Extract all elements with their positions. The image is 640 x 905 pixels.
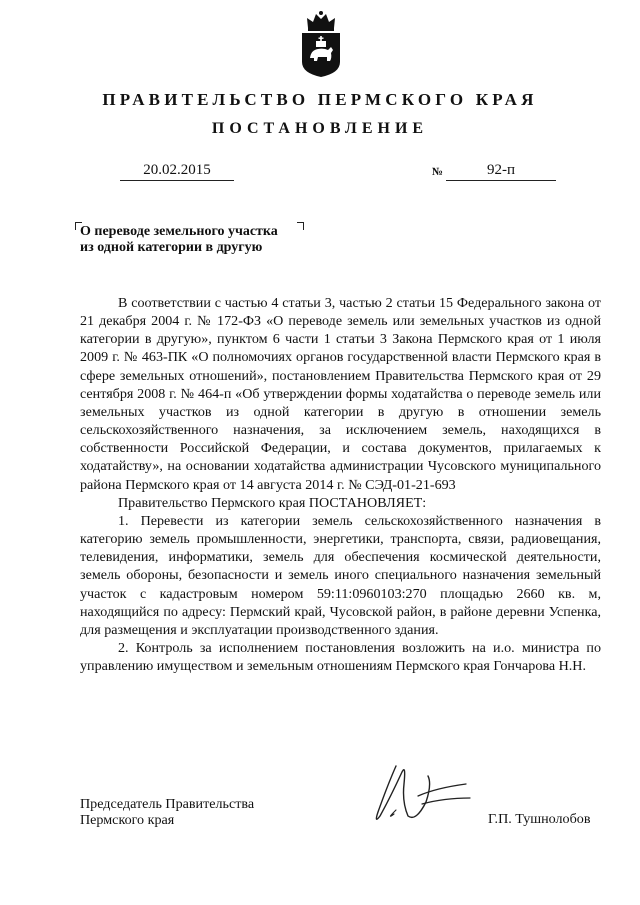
subject-line-1: О переводе земельного участка xyxy=(80,224,278,239)
document-body xyxy=(80,294,601,675)
subject-corner-right xyxy=(297,222,304,230)
signatory-name: Г.П. Тушнолобов xyxy=(488,811,591,827)
preamble-paragraph: В соответствии с частью 4 статьи 3, частью 2 статьи 15 Федерального закона от 21 декабря 2004 г. № 172-ФЗ «О переводе земель или земельных участков из одной категории в другую», пунктом 6 части 1 статьи 3 Закона Пермского края от 1 июля 2009 г. № 463-ПК «О полномочиях органов государственной власти Пермского края в сфере земельных отношений», постановлением Правительства Пермского края от 29 сентября 2008 г. № 464-п «Об утверждении формы ходатайства о переводе земель или земельных участков из одной категории в другую в отношении земель сельскохозяйственного назначения, за исключением земель, находящихся в собственности Российской Федерации, и состава документов, прилагаемых к ходатайству», на основании ходатайства администрации Чусовского муниципального района Пермского края от 14 августа 2014 г. № СЭД-01-21-693 xyxy=(80,295,601,493)
signatory-position xyxy=(80,796,254,828)
document-date: 20.02.2015 xyxy=(120,161,234,181)
document-subject xyxy=(80,224,278,256)
resolves-paragraph: Правительство Пермского края ПОСТАНОВЛЯЕТ: xyxy=(118,494,427,511)
document-number: 92-п xyxy=(446,161,556,181)
subject-line-2: из одной категории в другую xyxy=(80,240,263,255)
item-1-paragraph: 1. Перевести из категории земель сельскохозяйственного назначения в категорию земель промышленности, энергетики, транспорта, связи, радиовещания, телевидения, информатики, земель для обеспечения космической деятельности, земель обороны, безопасности и земель иного специального назначения земельный участок с кадастровым номером 59:11:0960103:270 площадью 2660 кв. м, находящийся по адресу: Пермский край, Чусовской район, в районе деревни Успенка, для размещения и эксплуатации производственного здания. xyxy=(80,512,601,638)
number-sign: № xyxy=(432,166,444,178)
position-line-1: Председатель Правительства xyxy=(80,796,255,812)
handwritten-signature xyxy=(366,754,478,834)
document-type: ПОСТАНОВЛЕНИЕ xyxy=(211,120,429,137)
position-line-2: Пермского края xyxy=(80,812,175,828)
coat-of-arms-icon xyxy=(296,10,346,78)
item-2-paragraph: 2. Контроль за исполнением постановления возложить на и.о. министра по управлению имуществом и земельным отношениям Пермского края Гончарова Н.Н. xyxy=(80,639,601,675)
government-title: ПРАВИТЕЛЬСТВО ПЕРМСКОГО КРАЯ xyxy=(102,90,538,109)
